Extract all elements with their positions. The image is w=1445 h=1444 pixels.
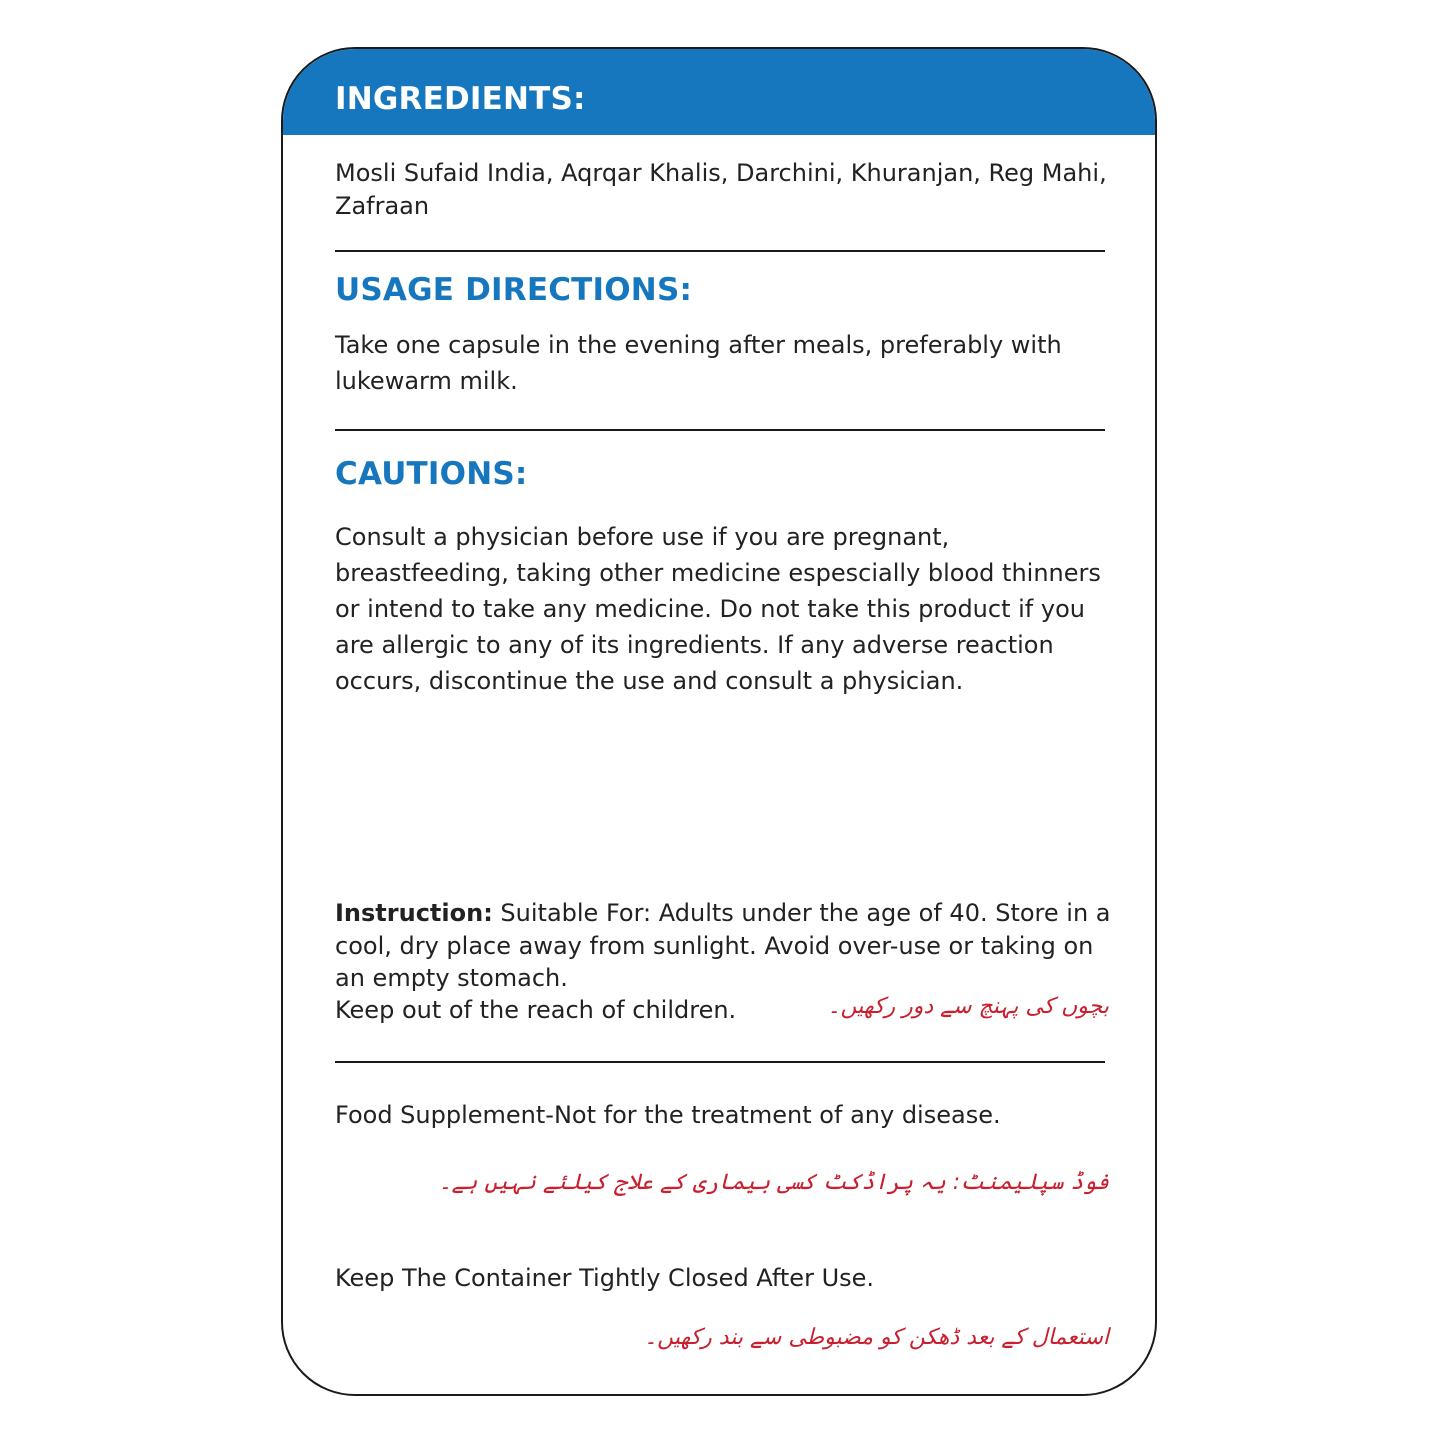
keep-away-urdu: بچوں کی پہنچ سے دور رکھیں۔ <box>827 994 1109 1019</box>
container-urdu: استعمال کے بعد ڈھکن کو مضبوطی سے بند رکھیں۔ <box>644 1325 1109 1350</box>
divider <box>335 1061 1105 1063</box>
divider <box>335 250 1105 252</box>
usage-directions-title: USAGE DIRECTIONS: <box>335 272 693 308</box>
header-band <box>283 49 1155 135</box>
divider <box>335 429 1105 431</box>
cautions-title: CAUTIONS: <box>335 456 528 492</box>
label-card <box>281 47 1157 1396</box>
supplement-urdu: فوڈ سپلیمنٹ: یہ پراڈکٹ کسی بیماری کے علاج کیلئے نہیں ہے۔ <box>438 1170 1109 1195</box>
usage-directions-text: Take one capsule in the evening after meals, preferably with lukewarm milk. <box>335 331 1062 395</box>
instruction-text <box>335 897 1115 995</box>
cautions-text: Consult a physician before use if you are pregnant, breastfeeding, taking other medicine espescially blood thinners or intend to take any medicine. Do not take this product if you are allergic to any of its ingredients. If any adverse reaction occurs, discontinue the use and consult a physician. <box>335 523 1101 695</box>
ingredients-text: Mosli Sufaid India, Aqrqar Khalis, Darchini, Khuranjan, Reg Mahi, Zafraan <box>335 159 1107 220</box>
ingredients-title: INGREDIENTS: <box>335 81 586 117</box>
container-text: Keep The Container Tightly Closed After Use. <box>335 1264 875 1292</box>
instruction-label: Instruction: <box>335 899 493 927</box>
supplement-text: Food Supplement-Not for the treatment of any disease. <box>335 1101 1001 1129</box>
instruction-body: Suitable For: Adults under the age of 40. Store in a cool, dry place away from sunlight. Avoid over-use or taking on an empty stomach. <box>335 899 1111 992</box>
keep-away-text: Keep out of the reach of children. <box>335 996 737 1024</box>
